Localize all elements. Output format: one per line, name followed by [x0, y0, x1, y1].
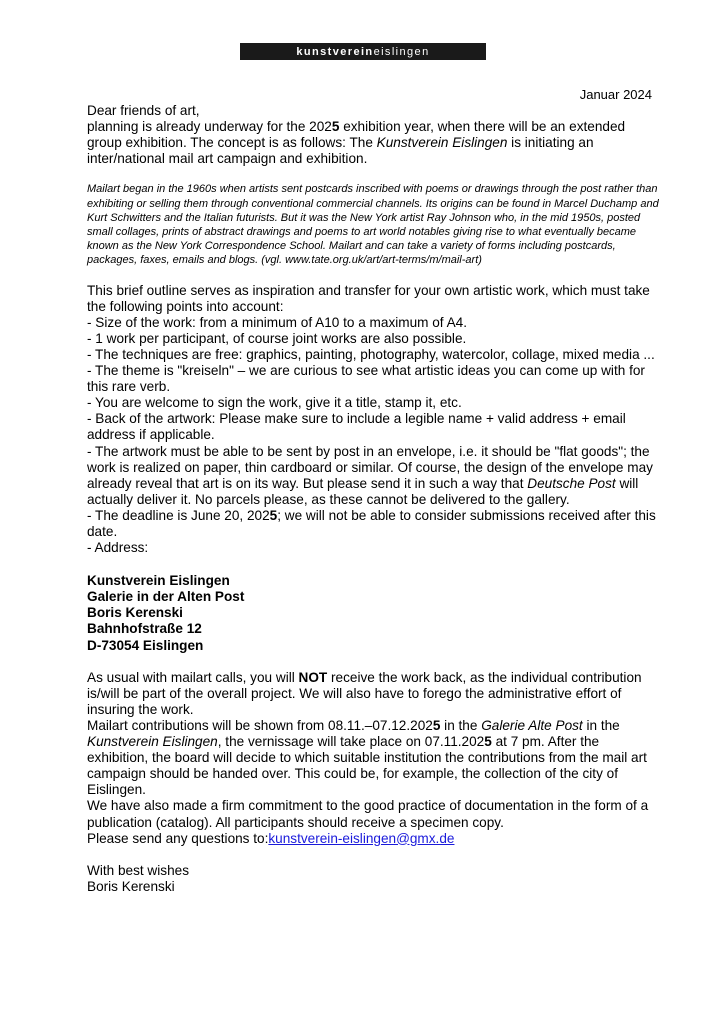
intro-year-digit: 5: [331, 119, 340, 135]
deadline-year-digit: 5: [269, 507, 278, 523]
gallery-name: Galerie Alte Post: [481, 717, 583, 733]
outline-paragraph: This brief outline serves as inspiration and transfer for your own artistic work, which must take the following points into account:: [87, 282, 650, 314]
exhibition-paragraph: [87, 718, 659, 798]
logo-light-text: eislingen: [373, 45, 430, 58]
point-count: - 1 work per participant, of course joint works are also possible.: [87, 330, 467, 346]
point-deadline: [87, 508, 659, 540]
point-post-text-2: will actually deliver it. No parcels please, as these cannot be delivered to the gallery.: [87, 475, 639, 507]
point-address-label: - Address:: [87, 540, 149, 556]
point-post: [87, 444, 659, 508]
kunstverein-name: Kunstverein Eislingen: [87, 734, 218, 750]
intro-text-2: exhibition year, when there will be an extended group exhibition. The concept is as follows: The: [87, 119, 626, 151]
return-text-2: receive the work back, as the individual contribution is/will be part of the overall project. We will also have to forego the administrative effort of insuring the work.: [87, 669, 642, 717]
letter-date: Januar 2024: [579, 87, 652, 102]
logo-bold-text: kunstverein: [296, 45, 374, 58]
deadline-text-2: ; we will not be able to consider submissions received after this date.: [87, 507, 656, 539]
exhibit-year-digit-1: 5: [432, 717, 441, 733]
intro-text-3: is initiating an inter/national mail art campaign and exhibition.: [87, 135, 594, 167]
letter-body: [87, 103, 659, 895]
point-sign: - You are welcome to sign the work, give it a title, stamp it, etc.: [87, 395, 462, 411]
contact-email-link[interactable]: kunstverein-eislingen@gmx.de: [268, 830, 455, 846]
address-line-2: Galerie in der Alten Post: [87, 589, 245, 605]
documentation-paragraph: We have also made a firm commitment to the good practice of documentation in the form of a publication (catalog). All participants should receive a specimen copy.: [87, 798, 649, 830]
return-not-emphasis: NOT: [298, 669, 328, 685]
postal-address: [87, 573, 659, 653]
point-back: - Back of the artwork: Please make sure to include a legible name + valid address + email address if applicable.: [87, 411, 626, 443]
mailart-history-quote: Mailart began in the 1960s when artists sent postcards inscribed with poems or drawings through the post rather than exhibiting or selling them through conventional commercial channels. Its origins can be found in Marcel Duchamp and Kurt Schwitters and the Italian futurists. But it was the New York artist Ray Johnson who, in the mid 1950s, posted small collages, prints of abstract drawings and poems to art world notables giving rise to what eventually became known as the New York Correspondence School. Mailart and can take a variety of forms including postcards, packages, faxes, emails and blogs. (vgl. www.tate.org.uk/art/art-terms/m/mail-art): [87, 183, 659, 267]
point-post-text-1: - The artwork must be able to be sent by post in an envelope, i.e. it should be "flat goods"; the work is realized on paper, thin cardboard or similar. Of course, the design of the envelope may already reveal that art is on its way. But please send it in such a way that: [87, 443, 653, 491]
return-text-1: As usual with mailart calls, you will: [87, 669, 299, 685]
address-line-5: D-73054 Eislingen: [87, 637, 204, 653]
address-line-4: Bahnhofstraße 12: [87, 621, 202, 637]
exhibit-text-5: at 7 pm. After the exhibition, the board will decide to which suitable institution the contributions from the mail art campaign should be handed over. This could be, for example, the collection of the city of Eislingen.: [87, 734, 647, 798]
signature: Boris Kerenski: [87, 878, 175, 894]
return-paragraph: [87, 670, 659, 718]
kunstverein-logo: [240, 43, 486, 60]
intro-paragraph: [87, 119, 659, 167]
point-techniques: - The techniques are free: graphics, painting, photography, watercolor, collage, mixed media ...: [87, 346, 655, 362]
intro-org-name: Kunstverein Eislingen: [376, 135, 508, 151]
point-size: - Size of the work: from a minimum of A10 to a maximum of A4.: [87, 314, 468, 330]
exhibit-year-digit-2: 5: [484, 734, 492, 750]
questions-label: Please send any questions to:: [87, 830, 269, 846]
exhibit-text-1: Mailart contributions will be shown from 08.11.–07.12.202: [87, 717, 433, 733]
address-line-1: Kunstverein Eislingen: [87, 573, 230, 589]
salutation: Dear friends of art,: [87, 103, 200, 118]
address-line-3: Boris Kerenski: [87, 605, 183, 621]
questions-line: [87, 831, 659, 847]
exhibit-text-4: , the vernissage will take place on 07.11.202: [217, 734, 485, 750]
deadline-text-1: - The deadline is June 20, 202: [87, 507, 270, 523]
closing: With best wishes: [87, 862, 189, 878]
point-theme: - The theme is "kreiseln" – we are curious to see what artistic ideas you can come up with for this rare verb.: [87, 363, 645, 395]
exhibit-text-3: in the: [582, 717, 620, 733]
deutsche-post-name: Deutsche Post: [527, 475, 616, 491]
intro-text-1: planning is already underway for the 202: [87, 119, 332, 135]
exhibit-text-2: in the: [440, 717, 482, 733]
